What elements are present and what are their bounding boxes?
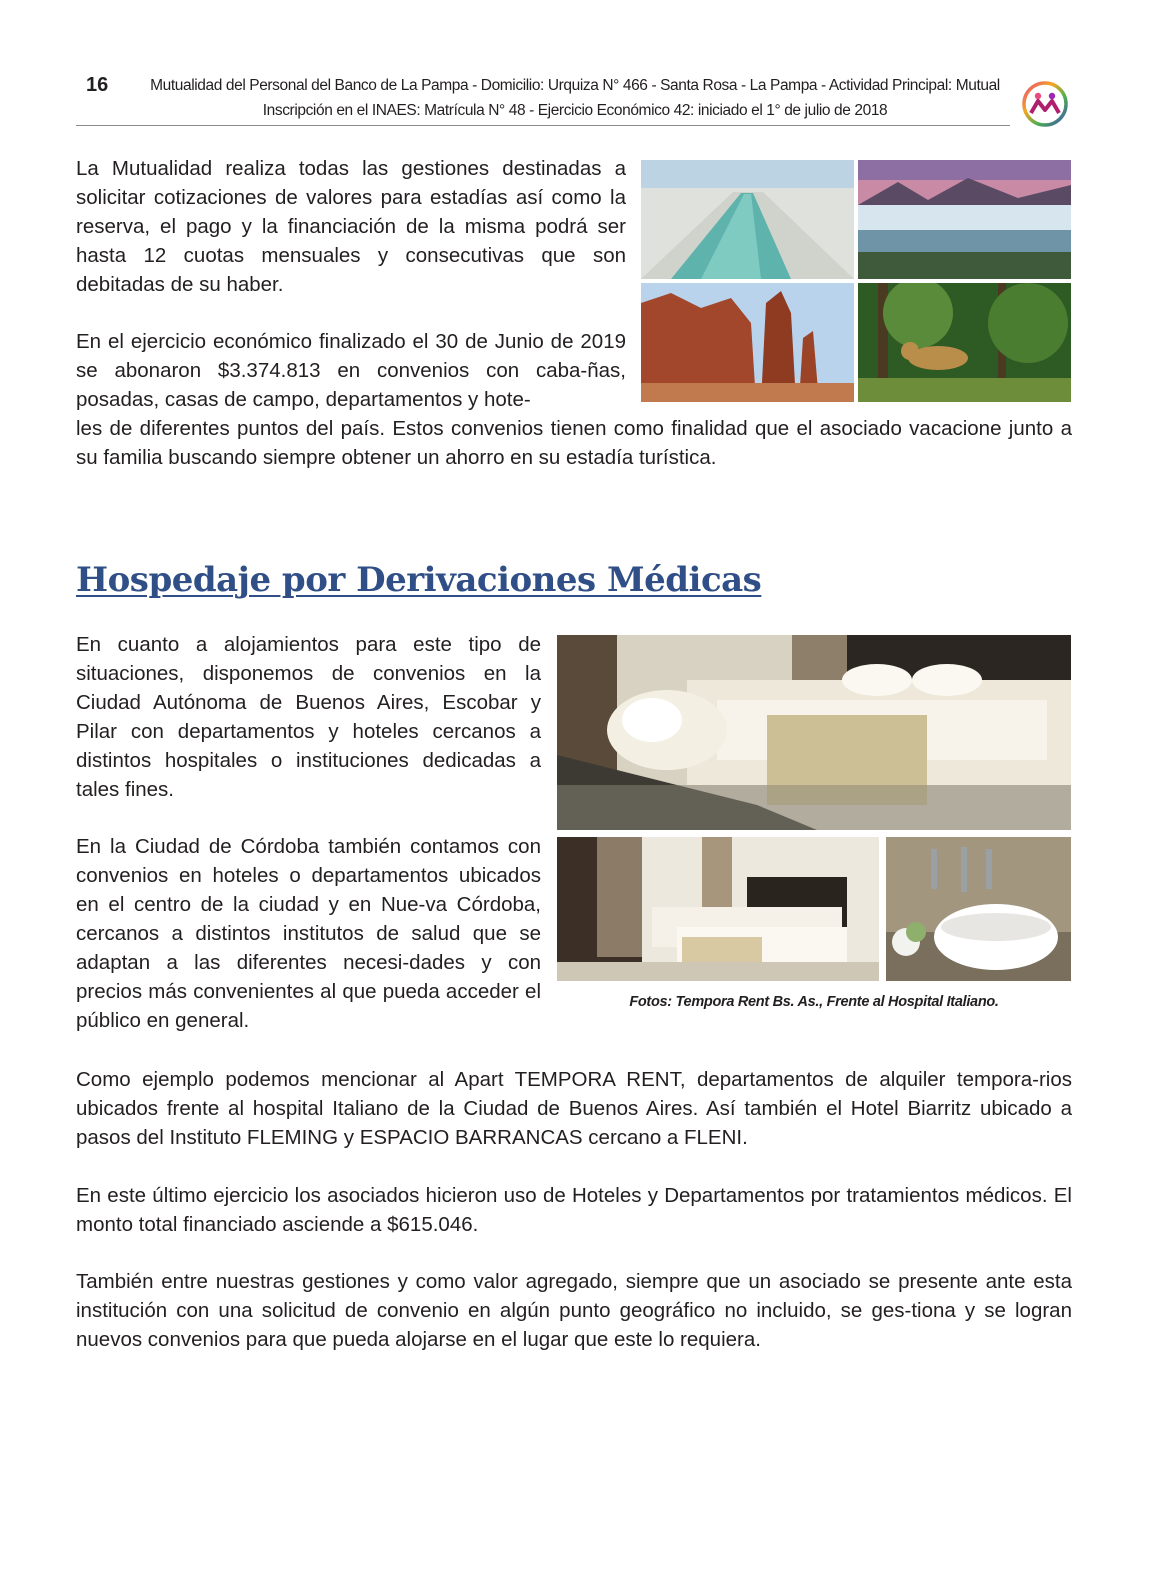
section-paragraph-3: Como ejemplo podemos mencionar al Apart TEMPORA RENT, departamentos de alquiler tempora-rios ubicados frente al hospital Italiano de la Ciudad de Buenos Aires. Así también el Hotel Biarritz ubicado a pasos del Instituto FLEMING y ESPACIO BARRANCAS cercano a FLENI. — [76, 1068, 1072, 1149]
photo-glacier — [858, 160, 1071, 279]
intro-paragraph-1: La Mutualidad realiza todas las gestiones destinadas a solicitar cotizaciones de valores para estadías así como la reserva, el pago y la financiación de la misma podrá ser hasta 12 cuotas mensuales y consecutivas que son debitadas de su haber. — [76, 157, 626, 296]
intro-paragraph-2b: les de diferentes puntos del país. Estos convenios tienen como finalidad que el asociado vacacione junto a su familia buscando siempre obtener un ahorro en su estadía turística. — [76, 417, 1072, 469]
section-paragraph-4: En este último ejercicio los asociados hicieron uso de Hoteles y Departamentos por tratamientos médicos. El monto total financiado asciende a $615.046. — [76, 1184, 1072, 1236]
header-divider — [76, 125, 1010, 126]
section-paragraph-1: En cuanto a alojamientos para este tipo de situaciones, disponemos de convenios en la Ciudad Autónoma de Buenos Aires, Escobar y Pilar con departamentos y hoteles cercanos a distintos hospitales o instituciones dedicadas a tales fines. — [76, 633, 541, 801]
section-paragraph-5: También entre nuestras gestiones y como valor agregado, siempre que un asociado se presente ante esta institución con una solicitud de convenio en algún punto geográfico no incluido, se ges-tiona y se logran nuevos convenios para que pueda alojarse en el lugar que este lo requiera. — [76, 1270, 1072, 1351]
photo-bathroom-sink — [886, 837, 1071, 981]
photo-caption: Fotos: Tempora Rent Bs. As., Frente al Hospital Italiano. — [629, 994, 999, 1010]
photo-red-rocks — [641, 283, 854, 402]
section-paragraph-2: En la Ciudad de Córdoba también contamos con convenios en hoteles o departamentos ubicados en el centro de la ciudad y en Nue-va Córdoba, cercanos a distintos institutos de salud que se adaptan a las diferentes necesi-dades y con precios más convenientes al que pueda acceder el público en general. — [76, 835, 541, 1032]
photo-salt-flats — [641, 160, 854, 279]
header-line-1: Mutualidad del Personal del Banco de La Pampa - Domicilio: Urquiza N° 466 - Santa Rosa - La Pampa - Actividad Principal: Mutual — [150, 77, 1000, 94]
intro-paragraph-2a: En el ejercicio económico finalizado el 30 de Junio de 2019 se abonaron $3.374.813 en convenios con caba-ñas, posadas, casas de campo, departamentos y hote- — [76, 330, 626, 411]
photo-hotel-twin-beds — [557, 837, 879, 981]
photo-jungle-jaguar — [858, 283, 1071, 402]
section-title: Hospedaje por Derivaciones Médicas — [76, 560, 762, 600]
page-number: 16 — [86, 74, 109, 96]
photo-hotel-bedroom — [557, 635, 1071, 830]
mutual-logo-icon — [1021, 80, 1069, 128]
header-line-2: Inscripción en el INAES: Matrícula N° 48 - Ejercicio Económico 42: iniciado el 1° de julio de 2018 — [262, 102, 888, 119]
